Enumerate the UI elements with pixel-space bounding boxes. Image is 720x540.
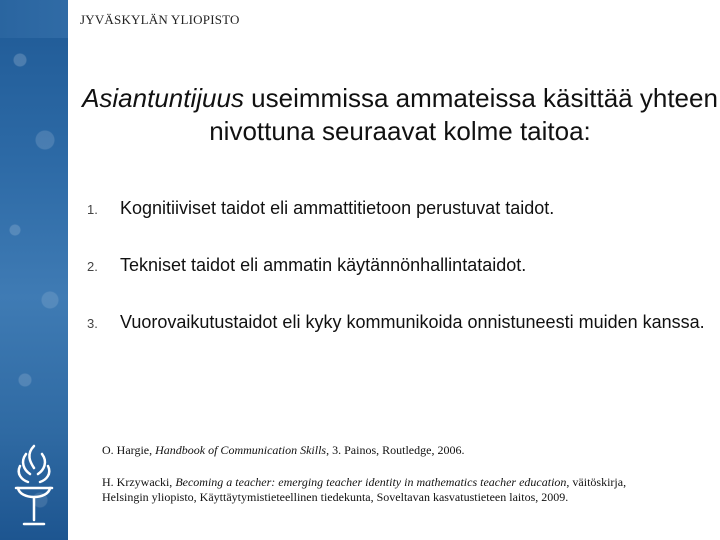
list-item-text: Vuorovaikutustaidot eli kyky kommunikoida onnistuneesti muiden kanssa. [120,312,705,332]
ref1-details: , 3. Painos, Routledge, 2006. [326,443,465,457]
references [102,443,662,505]
reference-2 [102,475,662,505]
list-item-number: 2. [87,259,98,274]
list-item-text: Kognitiiviset taidot eli ammattitietoon perustuvat taidot. [120,198,555,218]
ref2-details: , väitöskirja, Helsingin yliopisto, Käyttäytymistieteellinen tiedekunta, Soveltavan kasvatustieteen laitos, 2009. [102,475,627,504]
title-emphasis: Asiantuntijuus [82,83,244,113]
list-item-number: 1. [87,202,98,217]
university-name: JYVÄSKYLÄN YLIOPISTO [80,12,240,27]
torch-logo-icon [8,440,60,537]
ref1-author: O. Hargie, [102,443,156,457]
ref2-author: H. Krzywacki, [102,475,176,489]
ref2-title: Becoming a teacher: emerging teacher identity in mathematics teacher education [175,475,567,489]
slide-title [80,82,720,148]
title-rest: useimmissa ammateissa käsittää yhteen nivottuna seuraavat kolme taitoa: [209,83,718,146]
list-item-number: 3. [87,316,98,331]
ref1-title: Handbook of Communication Skills [155,443,327,457]
list-item-text: Tekniset taidot eli ammatin käytännönhallintataidot. [120,255,527,275]
reference-1 [102,443,662,458]
